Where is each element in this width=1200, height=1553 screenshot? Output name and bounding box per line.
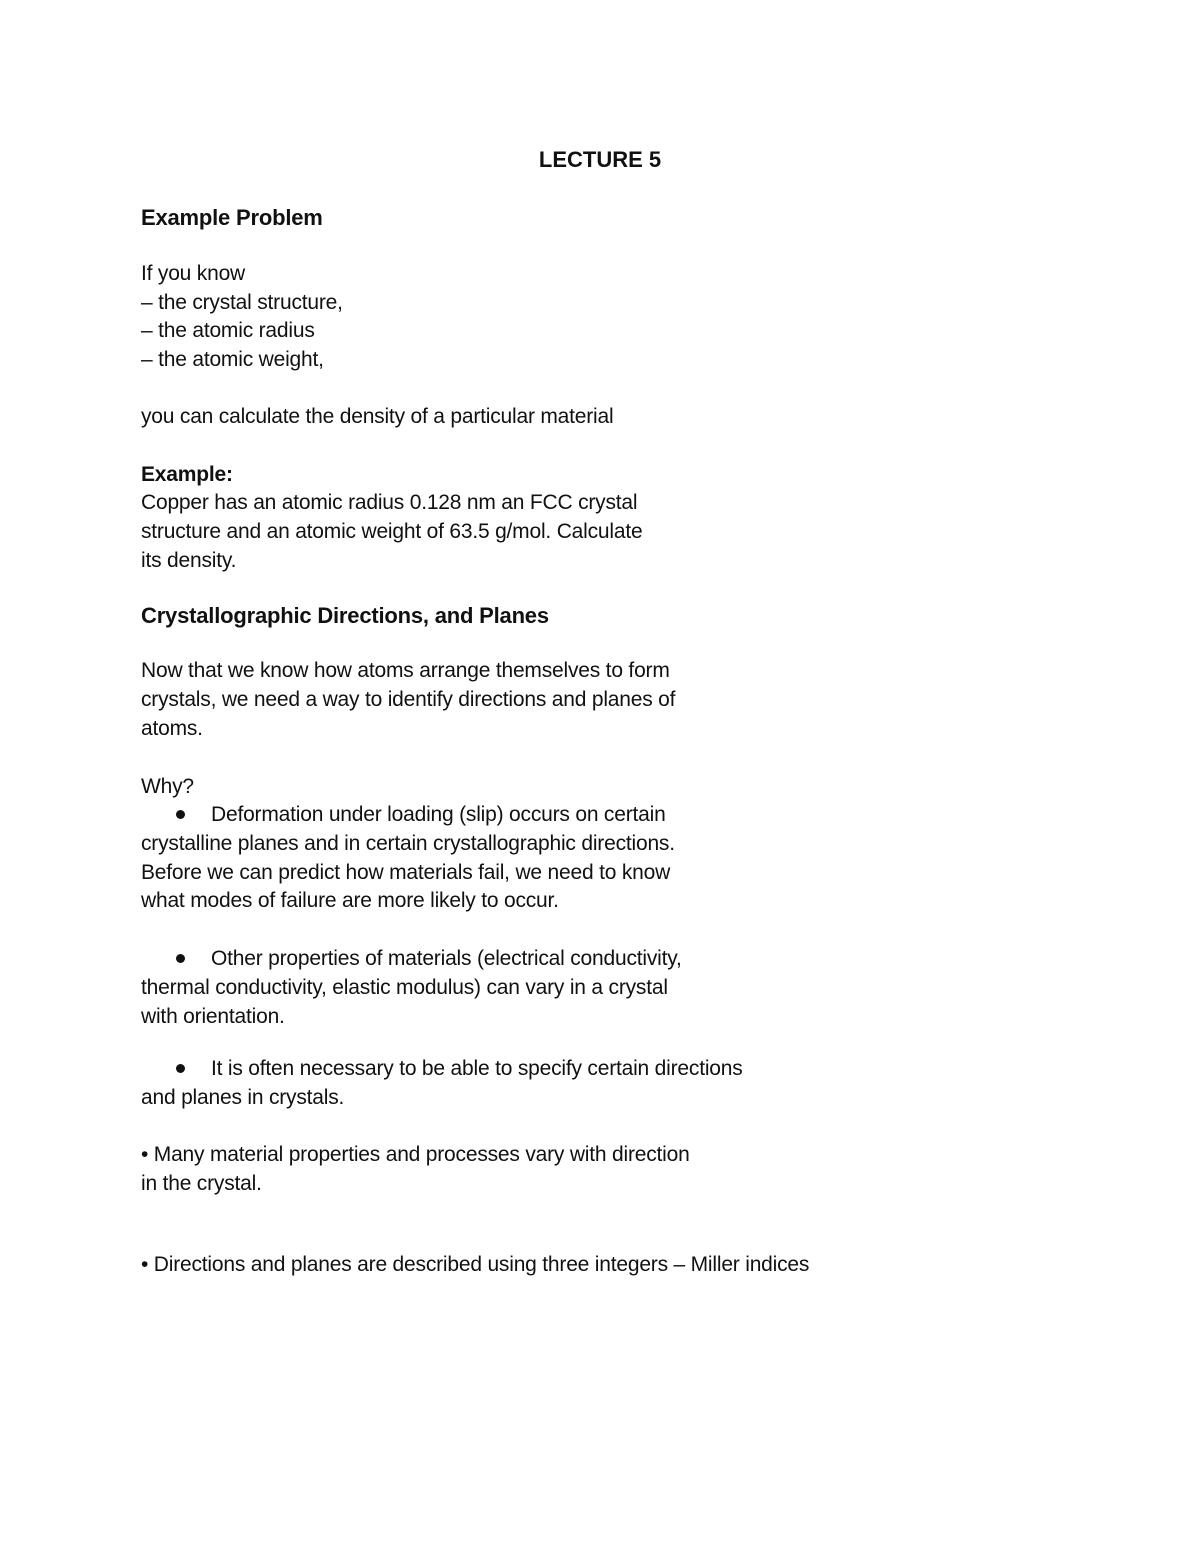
bullet-line: what modes of failure are more likely to occur.: [141, 889, 559, 912]
list-item: – the atomic radius: [141, 319, 315, 342]
crystallographic-intro-line: crystals, we need a way to identify directions and planes of: [141, 688, 676, 711]
bullet-first-line: Deformation under loading (slip) occurs on certain: [211, 803, 666, 826]
bullet-line: with orientation.: [141, 1005, 285, 1028]
example-problem-intro: If you know: [141, 262, 246, 285]
bullet-first-line: Other properties of materials (electrical conductivity,: [211, 947, 682, 970]
example-text-line: Copper has an atomic radius 0.128 nm an FCC crystal: [141, 491, 638, 514]
list-item: – the crystal structure,: [141, 291, 343, 314]
example-text-line: structure and an atomic weight of 63.5 g/mol. Calculate: [141, 520, 643, 543]
example-text-line: its density.: [141, 549, 237, 572]
bullet-dot-icon: [176, 954, 185, 963]
example-problem-heading: Example Problem: [141, 205, 323, 230]
crystallographic-heading: Crystallographic Directions, and Planes: [141, 603, 549, 628]
example-label: Example:: [141, 463, 233, 486]
inline-bullet-line: • Many material properties and processes vary with direction: [141, 1143, 690, 1166]
crystallographic-intro-line: Now that we know how atoms arrange themselves to form: [141, 659, 670, 682]
inline-bullet-line: in the crystal.: [141, 1172, 262, 1195]
bullet-line: crystalline planes and in certain crystallographic directions.: [141, 832, 675, 855]
page-title: LECTURE 5: [538, 147, 662, 172]
crystallographic-intro-line: atoms.: [141, 717, 203, 740]
bullet-line: thermal conductivity, elastic modulus) can vary in a crystal: [141, 976, 668, 999]
bullet-line: Before we can predict how materials fail, we need to know: [141, 861, 671, 884]
example-problem-conclusion: you can calculate the density of a particular material: [141, 405, 614, 428]
bullet-first-line: It is often necessary to be able to specify certain directions: [211, 1057, 743, 1080]
why-label: Why?: [141, 775, 194, 798]
list-item: – the atomic weight,: [141, 348, 324, 371]
inline-bullet-line: • Directions and planes are described using three integers – Miller indices: [141, 1253, 810, 1276]
bullet-line: and planes in crystals.: [141, 1086, 345, 1109]
bullet-dot-icon: [176, 1064, 185, 1073]
bullet-dot-icon: [176, 810, 185, 819]
